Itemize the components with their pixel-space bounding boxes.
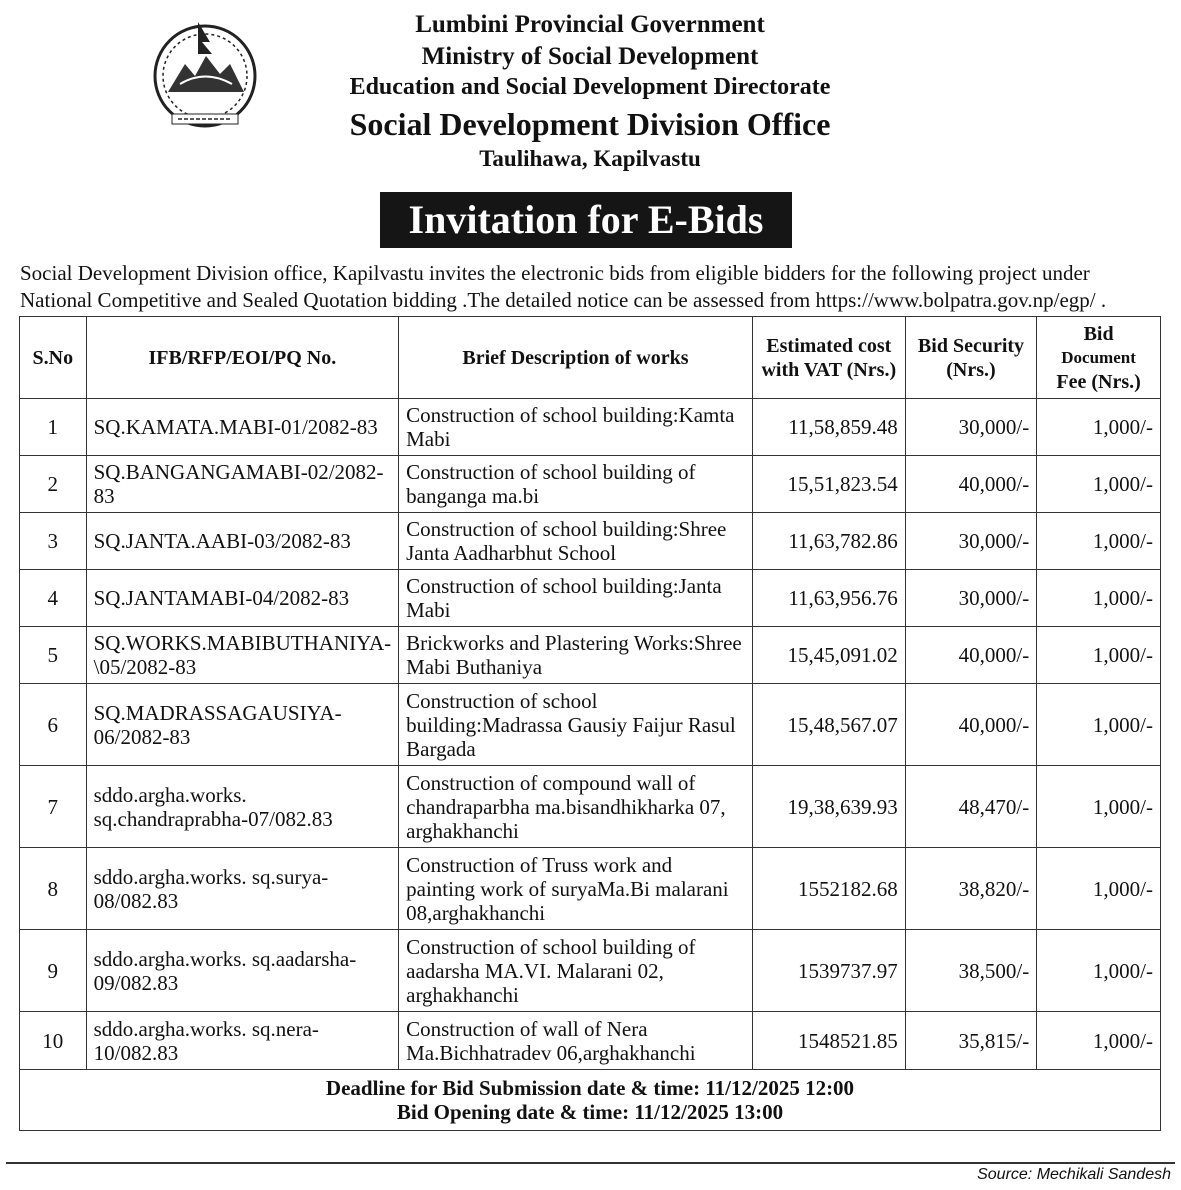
cell-security: 48,470/- [905,766,1036,848]
cell-ifb: SQ.BANGANGAMABI-02/2082-83 [86,456,399,513]
cell-sno: 10 [20,1012,87,1070]
ministry-name: Ministry of Social Development [421,43,759,70]
cell-cost: 15,45,091.02 [752,627,905,684]
cell-fee: 1,000/- [1037,848,1161,930]
cell-fee: 1,000/- [1037,456,1161,513]
cell-cost: 1548521.85 [752,1012,905,1070]
table-row [20,570,1161,627]
table-row [20,399,1161,456]
header-estimated-cost: Estimated cost with VAT (Nrs.) [752,317,905,399]
cell-security: 30,000/- [905,399,1036,456]
cell-security: 30,000/- [905,513,1036,570]
office-location: Taulihawa, Kapilvastu [479,146,701,171]
cell-ifb: SQ.JANTAMABI-04/2082-83 [86,570,399,627]
deadline-row [20,1070,1161,1131]
cell-security: 38,500/- [905,930,1036,1012]
cell-sno: 6 [20,684,87,766]
cell-description: Construction of wall of Nera Ma.Bichhatradev 06,arghakhanchi [399,1012,753,1070]
cell-security: 40,000/- [905,456,1036,513]
bids-table [19,316,1161,1131]
cell-description: Construction of school building:Janta Mabi [399,570,753,627]
cell-cost: 11,58,859.48 [752,399,905,456]
table-row [20,456,1161,513]
header-fee-document: Document [1061,347,1136,367]
header [250,8,930,172]
cell-description: Construction of school building:Kamta Mabi [399,399,753,456]
cell-ifb: sddo.argha.works. sq.nera-10/082.83 [86,1012,399,1070]
cell-sno: 1 [20,399,87,456]
bid-opening-date: Bid Opening date & time: 11/12/2025 13:00 [396,1100,784,1124]
cell-fee: 1,000/- [1037,684,1161,766]
intro-paragraph [20,260,1165,314]
cell-cost: 1539737.97 [752,930,905,1012]
cell-sno: 9 [20,930,87,1012]
cell-cost: 11,63,782.86 [752,513,905,570]
cell-cost: 11,63,956.76 [752,570,905,627]
cell-fee: 1,000/- [1037,930,1161,1012]
cell-description: Construction of school building:Madrassa Gausiy Faijur Rasul Bargada [399,684,753,766]
directorate-name: Education and Social Development Directorate [349,74,831,100]
intro-line-2: National Competitive and Sealed Quotation bidding .The detailed notice can be assessed from https://www.bolpatra.gov.np/egp/ . [20,288,1107,312]
cell-ifb: SQ.JANTA.AABI-03/2082-83 [86,513,399,570]
cell-ifb: sddo.argha.works. sq.aadarsha-09/082.83 [86,930,399,1012]
cell-sno: 3 [20,513,87,570]
cell-security: 35,815/- [905,1012,1036,1070]
header-fee-bid: Bid [1083,322,1114,345]
cell-description: Construction of compound wall of chandraparbha ma.bisandhikharka 07, arghakhanchi [399,766,753,848]
cell-fee: 1,000/- [1037,1012,1161,1070]
cell-security: 40,000/- [905,684,1036,766]
office-name: Social Development Division Office [349,106,831,142]
header-bid-security: Bid Security (Nrs.) [905,317,1036,399]
cell-ifb: SQ.KAMATA.MABI-01/2082-83 [86,399,399,456]
cell-sno: 7 [20,766,87,848]
cell-description: Construction of school building of aadarsha MA.VI. Malarani 02, arghakhanchi [399,930,753,1012]
cell-security: 40,000/- [905,627,1036,684]
cell-security: 30,000/- [905,570,1036,627]
intro-line-1: Social Development Division office, Kapilvastu invites the electronic bids from eligible bidders for the following project under [20,261,1090,285]
cell-ifb: SQ.WORKS.MABIBUTHANIYA-\05/2082-83 [86,627,399,684]
table-row [20,766,1161,848]
cell-sno: 8 [20,848,87,930]
cell-fee: 1,000/- [1037,766,1161,848]
cell-security: 38,820/- [905,848,1036,930]
table-row [20,627,1161,684]
header-sno: S.No [20,317,87,399]
submission-deadline: Deadline for Bid Submission date & time: 11/12/2025 12:00 [325,1076,855,1100]
table-header-row [20,317,1161,399]
header-ifb: IFB/RFP/EOI/PQ No. [86,317,399,399]
cell-fee: 1,000/- [1037,513,1161,570]
table-row [20,1012,1161,1070]
cell-cost: 1552182.68 [752,848,905,930]
cell-cost: 19,38,639.93 [752,766,905,848]
header-description: Brief Description of works [399,317,753,399]
cell-sno: 4 [20,570,87,627]
cell-description: Construction of school building:Shree Janta Aadharbhut School [399,513,753,570]
cell-description: Construction of Truss work and painting work of suryaMa.Bi malarani 08,arghakhanchi [399,848,753,930]
cell-ifb: sddo.argha.works. sq.surya-08/082.83 [86,848,399,930]
header-fee-rest: Fee (Nrs.) [1056,370,1141,393]
cell-fee: 1,000/- [1037,627,1161,684]
cell-ifb: SQ.MADRASSAGAUSIYA-06/2082-83 [86,684,399,766]
cell-sno: 5 [20,627,87,684]
cell-ifb: sddo.argha.works. sq.chandraprabha-07/082.83 [86,766,399,848]
government-name: Lumbini Provincial Government [415,11,765,38]
cell-sno: 2 [20,456,87,513]
table-row [20,513,1161,570]
cell-fee: 1,000/- [1037,570,1161,627]
cell-cost: 15,51,823.54 [752,456,905,513]
table-row [20,930,1161,1012]
cell-cost: 15,48,567.07 [752,684,905,766]
cell-fee: 1,000/- [1037,399,1161,456]
header-document-fee [1037,317,1161,399]
notice-title: Invitation for E-Bids [380,192,792,248]
deadline-cell [20,1070,1161,1131]
source-credit: Source: Mechikali Sandesh [977,1166,1171,1183]
cell-description: Brickworks and Plastering Works:Shree Mabi Buthaniya [399,627,753,684]
table-row [20,848,1161,930]
table-row [20,684,1161,766]
cell-description: Construction of school building of banganga ma.bi [399,456,753,513]
